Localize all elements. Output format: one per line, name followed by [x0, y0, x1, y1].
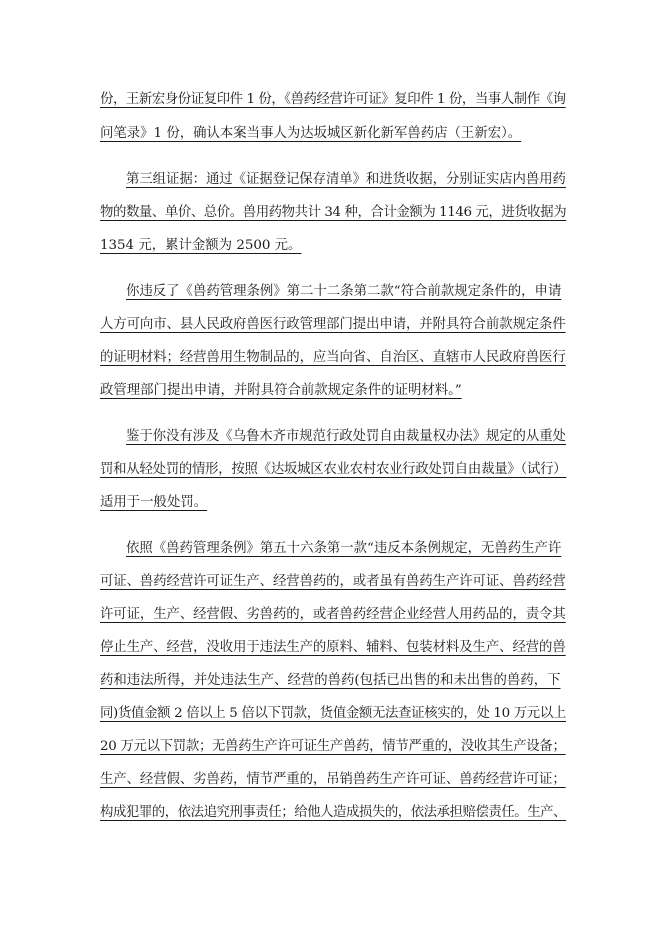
text-line: 第三组证据：通过《证据登记保存清单》和进货收据，分别证实店内兽用药 — [126, 172, 566, 187]
text-line: 构成犯罪的，依法追究刑事责任；给他人造成损失的，依法承担赔偿责任。生产、 — [100, 805, 567, 820]
text-line: 的证明材料；经营兽用生物制品的，应当向省、自治区、直辖市人民政府兽医行 — [100, 350, 566, 365]
text-line: 物的数量、单价、总价。兽用药物共计 34 种，合计金额为 1146 元，进货收据为 — [100, 205, 567, 220]
text-line: 鉴于你没有涉及《乌鲁木齐市规范行政处罚自由裁量权办法》规定的从重处 — [126, 429, 566, 444]
text-line: 依照《兽药管理条例》第五十六条第一款“违反本条例规定，无兽药生产许 — [126, 541, 562, 556]
text-line: 人方可向市、县人民政府兽医行政管理部门提出申请，并附具符合前款规定条件 — [100, 317, 566, 332]
text-line: 生产、经营假、劣兽药，情节严重的，吊销兽药生产许可证、兽药经营许可证； — [100, 772, 566, 787]
text-line: 适用于一般处罚。 — [100, 495, 208, 510]
text-line: 停止生产、经营，没收用于违法生产的原料、辅料、包装材料及生产、经营的兽 — [100, 640, 566, 655]
text-line: 可证、兽药经营许可证生产、经营兽药的，或者虽有兽药生产许可证、兽药经营 — [100, 574, 566, 589]
text-line: 份，王新宏身份证复印件 1 份，《兽药经营许可证》复印件 1 份，当事人制作《询 — [100, 92, 566, 107]
text-line: 20 万元以下罚款；无兽药生产许可证生产兽药，情节严重的，没收其生产设备； — [100, 739, 566, 754]
text-line: 你违反了《兽药管理条例》第二十二条第二款“符合前款规定条件的，申请 — [126, 284, 562, 299]
text-line: 同)货值金额 2 倍以上 5 倍以下罚款，货值金额无法查证核实的，处 10 万元以上 — [100, 706, 566, 721]
text-line: 1354 元，累计金额为 2500 元。 — [100, 238, 302, 253]
text-line: 问笔录》1 份，确认本案当事人为达坂城区新化新军兽药店（王新宏）。 — [100, 126, 522, 141]
text-line: 许可证，生产、经营假、劣兽药的，或者兽药经营企业经营人用药品的，责令其 — [100, 607, 566, 622]
text-line: 政管理部门提出申请，并附具符合前款规定条件的证明材料。” — [100, 383, 462, 398]
text-line: 罚和从轻处罚的情形，按照《达坂城区农业农村农业行政处罚自由裁量》（试行） — [100, 462, 567, 477]
text-line: 药和违法所得，并处违法生产、经营的兽药(包括已出售的和未出售的兽药，下 — [100, 673, 561, 688]
